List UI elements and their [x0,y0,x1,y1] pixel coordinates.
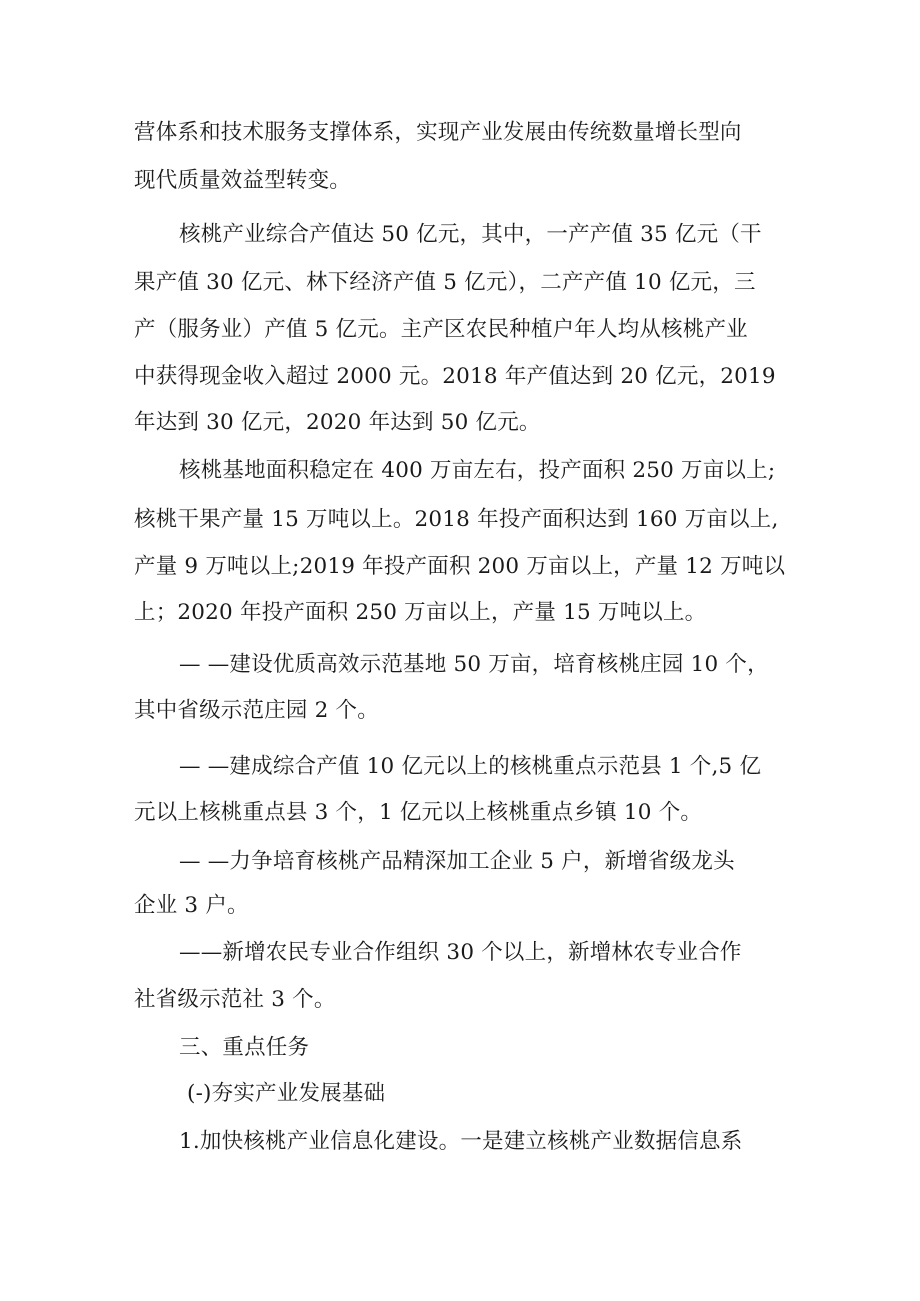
paragraph-line: 企业 3 户。 [134,893,249,918]
paragraph-line: 产量 9 万吨以上;2019 年投产面积 200 万亩以上，产量 12 万吨以 [134,554,786,579]
paragraph-line: 核桃基地面积稳定在 400 万亩左右，投产面积 250 万亩以上; [179,458,776,483]
subsection-heading: (-)夯实产业发展基础 [187,1081,386,1106]
section-heading: 三、重点任务 [179,1035,310,1060]
paragraph-line: 营体系和技术服务支撑体系，实现产业发展由传统数量增长型向 [134,120,742,145]
paragraph-line: 产（服务业）产值 5 亿元。主产区农民种植户年人均从核桃产业 [134,317,748,342]
paragraph-line: 核桃产业综合产值达 50 亿元，其中，一产产值 35 亿元（干 [179,222,762,247]
paragraph-line: 元以上核桃重点县 3 个，1 亿元以上核桃重点乡镇 10 个。 [134,800,703,825]
paragraph-line: 1.加快核桃产业信息化建设。一是建立核桃产业数据信息系 [179,1129,743,1154]
bullet-line: ——新增农民专业合作组织 30 个以上，新增林农专业合作 [179,940,742,965]
paragraph-line: 年达到 30 亿元，2020 年达到 50 亿元。 [134,410,541,435]
paragraph-line: 其中省级示范庄园 2 个。 [134,698,379,723]
paragraph-line: 果产值 30 亿元、林下经济产值 5 亿元），二产产值 10 亿元，三 [134,270,756,295]
paragraph-line: 核桃干果产量 15 万吨以上。2018 年投产面积达到 160 万亩以上, [134,507,779,532]
bullet-line: — —建成综合产值 10 亿元以上的核桃重点示范县 1 个,5 亿 [179,754,762,779]
bullet-line: — —建设优质高效示范基地 50 万亩，培育核桃庄园 10 个， [179,652,769,677]
paragraph-line: 社省级示范社 3 个。 [134,987,336,1012]
paragraph-line: 现代质量效益型转变。 [134,168,352,193]
bullet-line: — —力争培育核桃产品精深加工企业 5 户，新增省级龙头 [179,849,735,874]
paragraph-line: 中获得现金收入超过 2000 元。2018 年产值达到 20 亿元，2019 [134,364,776,389]
paragraph-line: 上；2020 年投产面积 250 万亩以上，产量 15 万吨以上。 [134,600,707,625]
